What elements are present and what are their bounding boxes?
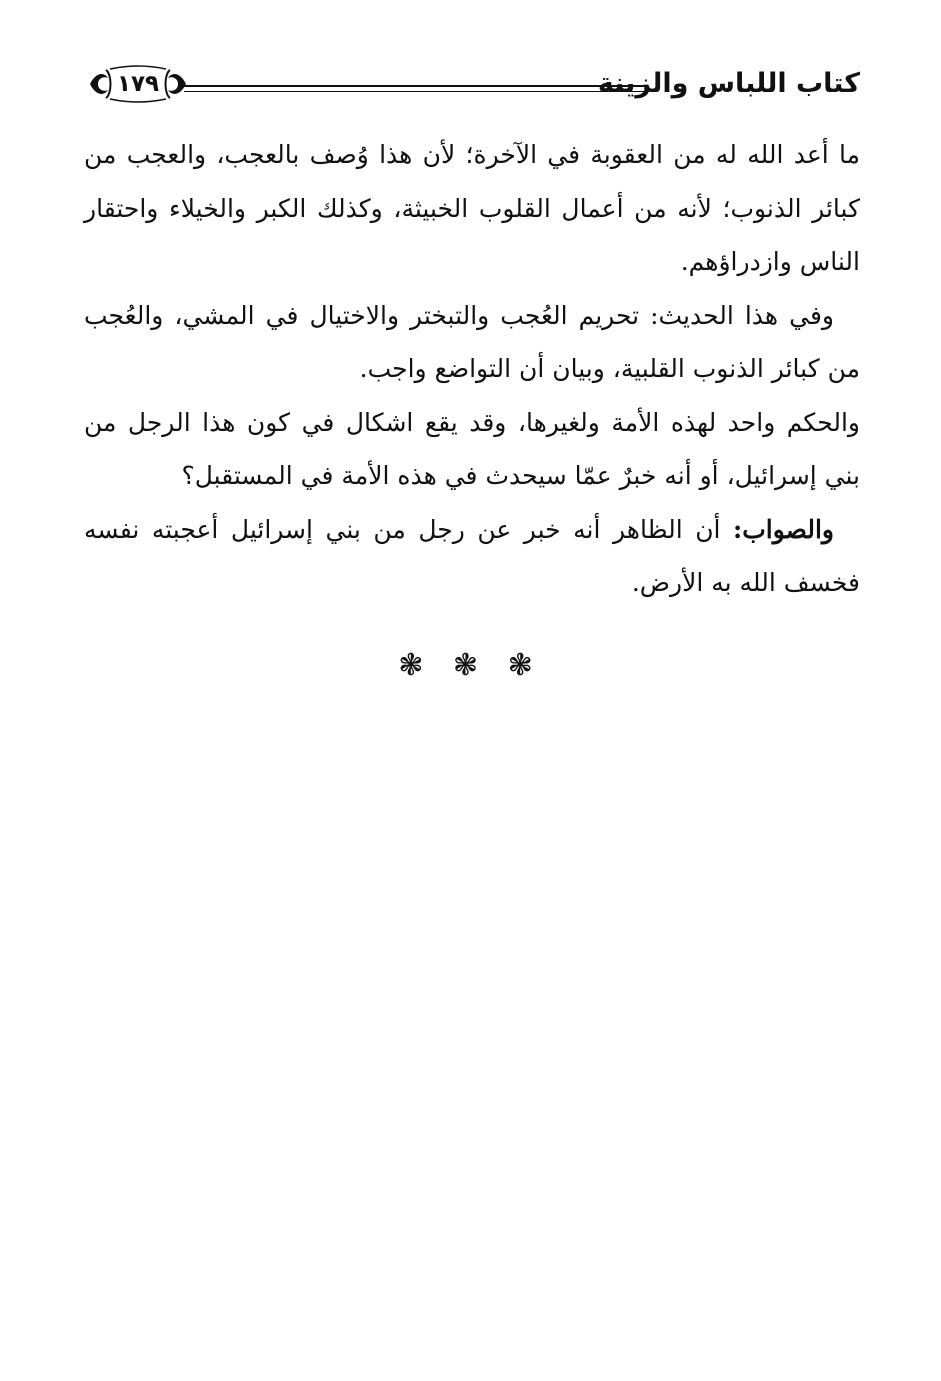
section-separator: ❃ ❃ ❃: [398, 648, 543, 683]
paragraph: [84, 289, 860, 396]
header-rule: [184, 85, 648, 87]
body-text: [84, 128, 860, 610]
paragraph-text: والحكم واحد لهذه الأمة ولغيرها، وقد يقع اشكال في كون هذا الرجل من بني إسرائيل، أو أنه خبرٌ عمّا سيحدث في هذه الأمة في المستقبل؟: [84, 407, 860, 490]
page-number-frame: [86, 64, 190, 104]
header-rule-thin: [184, 91, 648, 92]
paragraph: [84, 128, 860, 289]
paragraph-text: أن الظاهر أنه خبر عن رجل من بني إسرائيل أعجبته نفسه فخسف الله به الأرض.: [84, 514, 860, 597]
paragraph-text: ما أعد الله له من العقوبة في الآخرة؛ لأن هذا وُصف بالعجب، والعجب من كبائر الذنوب؛ لأنه من أعمال القلوب الخبيثة، وكذلك الكبر والخيلاء واحتقار الناس وازدراؤهم.: [84, 140, 860, 276]
paragraph-lead: والصواب:: [733, 514, 834, 544]
paragraph-text: وفي هذا الحديث: تحريم العُجب والتبختر والاختيال في المشي، والعُجب من كبائر الذنوب القلبية، وبيان أن التواضع واجب.: [84, 300, 860, 383]
paragraph: [84, 503, 860, 610]
page-number: ١٧٩: [116, 71, 160, 97]
chapter-title: كتاب اللباس والزينة: [597, 68, 860, 99]
page-header: [84, 58, 860, 118]
paragraph: [84, 396, 860, 503]
